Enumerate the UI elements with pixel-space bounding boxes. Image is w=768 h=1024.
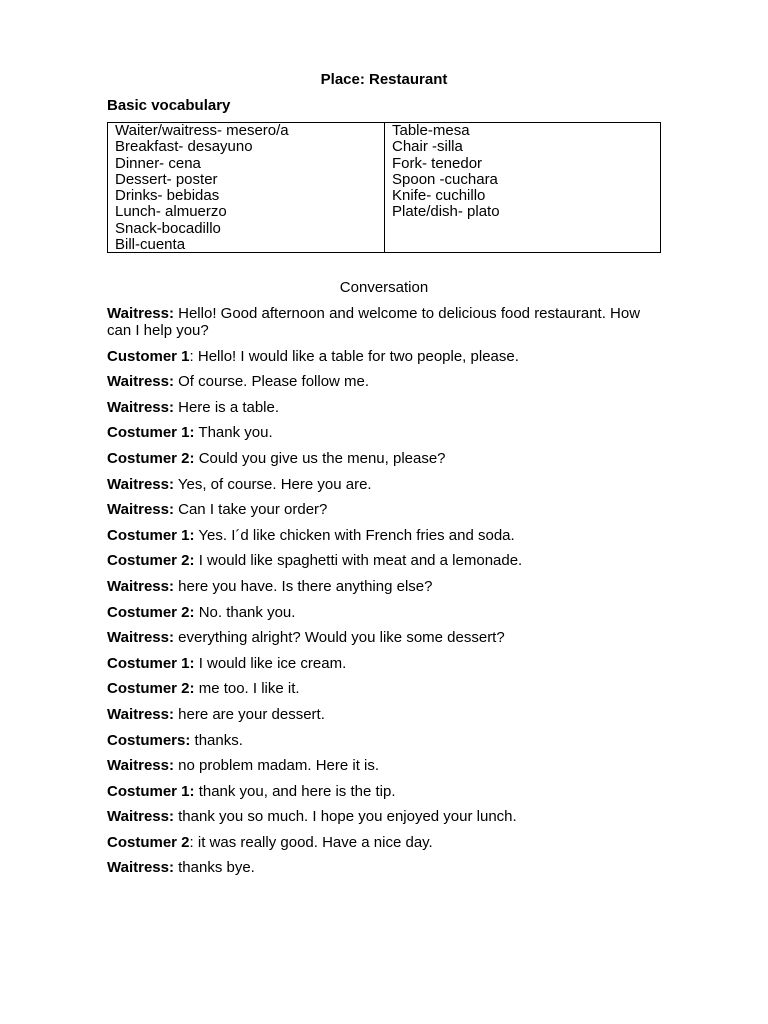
speaker-label: Costumer 1:	[107, 654, 195, 672]
speaker-label: Waitress:	[107, 475, 174, 493]
dialogue-line	[107, 373, 667, 390]
dialogue-line	[107, 808, 667, 825]
speaker-label: Costumer 1:	[107, 526, 195, 544]
vocabulary-heading: Basic vocabulary	[107, 97, 231, 114]
vocabulary-item: Drinks- bebidas	[115, 187, 220, 205]
dialogue-line	[107, 527, 667, 544]
dialogue-line	[107, 757, 667, 774]
line-text: Yes, of course. Here you are.	[173, 475, 372, 493]
line-text: I would like spaghetti with meat and a lemonade.	[194, 552, 523, 570]
speaker-label: Costumer 2:	[107, 552, 195, 570]
speaker-label: Costumer 2	[107, 833, 190, 851]
speaker-label: Waitress:	[107, 705, 174, 723]
speaker-label: Costumer 2:	[107, 680, 195, 698]
dialogue-line	[107, 476, 667, 493]
line-text: thanks bye.	[173, 859, 255, 877]
dialogue-line	[107, 399, 667, 416]
dialogue-line	[107, 783, 667, 800]
line-text: everything alright? Would you like some dessert?	[173, 629, 505, 647]
line-text: thank you so much. I hope you enjoyed your lunch.	[173, 808, 517, 826]
dialogue-line	[107, 552, 667, 569]
vocabulary-item: Knife- cuchillo	[392, 187, 486, 205]
line-text: thanks.	[190, 731, 243, 749]
line-text: Thank you.	[194, 424, 273, 442]
speaker-label: Waitress:	[107, 859, 174, 877]
line-text: : Hello! I would like a table for two people, please.	[189, 347, 519, 365]
line-text: No. thank you.	[194, 603, 296, 621]
vocabulary-column-right	[385, 123, 660, 252]
dialogue-line	[107, 732, 667, 749]
line-text: no problem madam. Here it is.	[173, 757, 380, 775]
dialogue-line	[107, 450, 667, 467]
speaker-label: Waitress:	[107, 808, 174, 826]
line-text: me too. I like it.	[194, 680, 300, 698]
dialogue-line	[107, 834, 667, 851]
speaker-label: Costumers:	[107, 731, 191, 749]
dialogue-line	[107, 578, 667, 595]
vocabulary-item: Bill-cuenta	[115, 236, 186, 254]
vocabulary-item: Lunch- almuerzo	[115, 203, 227, 221]
dialogue-line	[107, 501, 667, 518]
line-text: Yes. I´d like chicken with French fries and soda.	[194, 526, 515, 544]
speaker-label: Waitress:	[107, 398, 174, 416]
line-text: : it was really good. Have a nice day.	[189, 833, 433, 851]
speaker-label: Waitress:	[107, 577, 174, 595]
dialogue-line	[107, 680, 667, 697]
speaker-label: Waitress:	[107, 501, 174, 519]
line-text: Here is a table.	[173, 398, 280, 416]
vocabulary-item: Table-mesa	[392, 122, 470, 139]
speaker-label: Costumer 2:	[107, 449, 195, 467]
vocabulary-item: Chair -silla	[392, 138, 463, 156]
dialogue-line	[107, 604, 667, 621]
line-text: thank you, and here is the tip.	[194, 782, 396, 800]
speaker-label: Waitress:	[107, 629, 174, 647]
dialogue-line	[107, 655, 667, 672]
vocabulary-item: Breakfast- desayuno	[115, 138, 253, 156]
speaker-label: Waitress:	[107, 373, 174, 391]
vocabulary-table	[107, 122, 661, 253]
line-text: Can I take your order?	[173, 501, 328, 519]
speaker-label: Waitress:	[107, 757, 174, 775]
vocabulary-item: Fork- tenedor	[392, 154, 483, 172]
dialogue-line	[107, 348, 667, 365]
line-text: Could you give us the menu, please?	[194, 449, 446, 467]
line-text: here are your dessert.	[173, 705, 325, 723]
line-text: Hello! Good afternoon and welcome to delicious food restaurant. How can I help you?	[107, 305, 641, 339]
vocabulary-item: Dinner- cena	[115, 154, 201, 172]
dialogue-line	[107, 859, 667, 876]
speaker-label: Costumer 2:	[107, 603, 195, 621]
speaker-label: Waitress:	[107, 305, 174, 322]
dialogue-line	[107, 706, 667, 723]
line-text: I would like ice cream.	[194, 654, 347, 672]
speaker-label: Customer 1	[107, 347, 190, 365]
dialogue-line	[107, 424, 667, 441]
vocabulary-item: Waiter/waitress- mesero/a	[115, 122, 289, 139]
speaker-label: Costumer 1:	[107, 424, 195, 442]
conversation-heading: Conversation	[339, 279, 429, 296]
dialogue-line	[107, 305, 667, 339]
vocabulary-item: Plate/dish- plato	[392, 203, 500, 221]
dialogue-line	[107, 629, 667, 646]
vocabulary-item: Snack-bocadillo	[115, 219, 221, 237]
vocabulary-item: Spoon -cuchara	[392, 170, 498, 188]
line-text: Of course. Please follow me.	[173, 373, 370, 391]
dialogue	[107, 305, 667, 885]
page-title: Place: Restaurant	[320, 71, 448, 88]
speaker-label: Costumer 1:	[107, 782, 195, 800]
vocabulary-item: Dessert- poster	[115, 170, 218, 188]
line-text: here you have. Is there anything else?	[173, 577, 433, 595]
vocabulary-column-left	[108, 123, 385, 252]
